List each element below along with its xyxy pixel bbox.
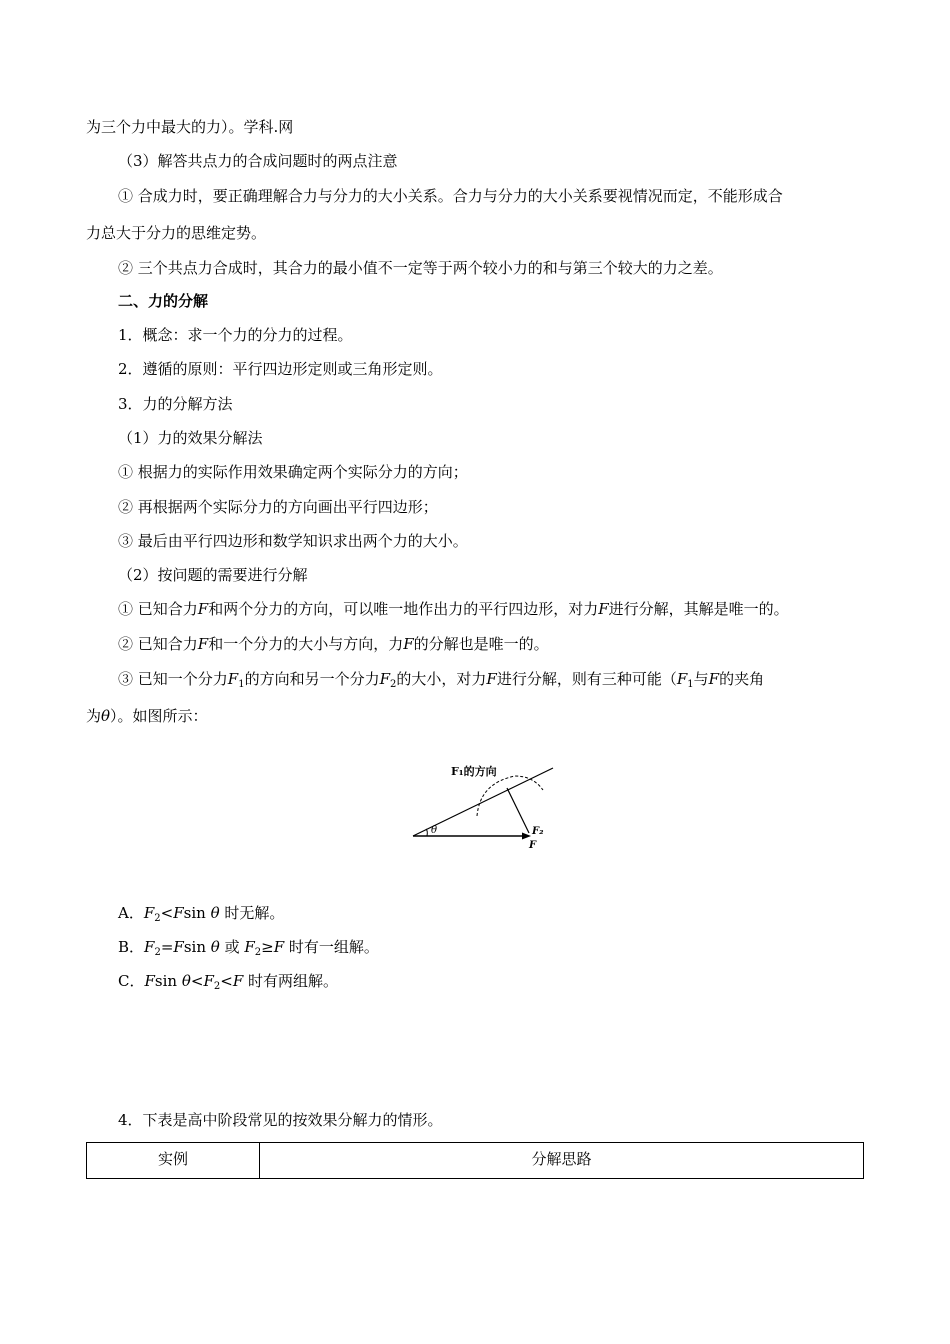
text-line: 1．概念：求一个力的分力的过程。 [118, 326, 353, 344]
text-line: （2）按问题的需要进行分解 [118, 566, 308, 584]
section-heading: 二、力的分解 [118, 292, 209, 310]
text-line: ③ 最后由平行四边形和数学知识求出两个力的大小。 [118, 532, 468, 550]
text-line: ③ 已知一个分力$F_1$的方向和另一个分力$F_2$的大小，对力F进行分解，则有三种可能（$F_1$与F的夹角 [118, 670, 765, 690]
decomposition-table [86, 1142, 864, 1179]
text-line: （3）解答共点力的合成问题时的两点注意 [118, 152, 398, 170]
option-b: B．$F_2=Fsin$ θ 或 $F_2\ge F$ 时有一组解。 [118, 938, 379, 958]
force-f2-line [507, 788, 529, 833]
text-line: ② 三个共点力合成时，其合力的最小值不一定等于两个较小力的和与第三个较大的力之差。 [118, 259, 723, 277]
table-header-example: 实例 [87, 1143, 260, 1179]
dashed-arc [477, 776, 543, 816]
text-line: ① 已知合力F和两个分力的方向，可以唯一地作出力的平行四边形，对力F进行分解，其解是唯一的。 [118, 600, 789, 618]
theta-label: θ [431, 825, 438, 836]
text-line: ① 合成力时，要正确理解合力与分力的大小关系。合力与分力的大小关系要视情况而定，不能形成合 [118, 187, 783, 205]
force-decomposition-figure [405, 758, 565, 858]
text-line: 为θ）。如图所示： [86, 707, 208, 725]
table-header-row [87, 1143, 864, 1179]
option-c: C．Fsin $\theta<F_2<F$ 时有两组解。 [118, 972, 339, 992]
text-line: 4．下表是高中阶段常见的按效果分解力的情形。 [118, 1111, 443, 1129]
text-line: 3．力的分解方法 [118, 395, 233, 413]
text-line: ② 已知合力F和一个分力的大小与方向，力F的分解也是唯一的。 [118, 635, 549, 653]
text-line: 为三个力中最大的力）。学科.网 [86, 118, 294, 136]
force-f-arrowhead [522, 833, 531, 840]
option-a: A．$F_2<Fsin$ θ 时无解。 [118, 904, 285, 924]
f2-label: F₂ [532, 826, 544, 837]
f1-direction-label: F₁的方向 [451, 765, 497, 778]
table-header-approach: 分解思路 [260, 1143, 864, 1179]
text-line: ① 根据力的实际作用效果确定两个实际分力的方向； [118, 463, 468, 481]
text-line: 力总大于分力的思维定势。 [86, 224, 267, 242]
text-line: ② 再根据两个实际分力的方向画出平行四边形； [118, 498, 438, 516]
text-line: （1）力的效果分解法 [118, 429, 263, 447]
f-label: F [529, 840, 537, 851]
text-line: 2．遵循的原则：平行四边形定则或三角形定则。 [118, 360, 443, 378]
angle-arc [426, 829, 427, 836]
